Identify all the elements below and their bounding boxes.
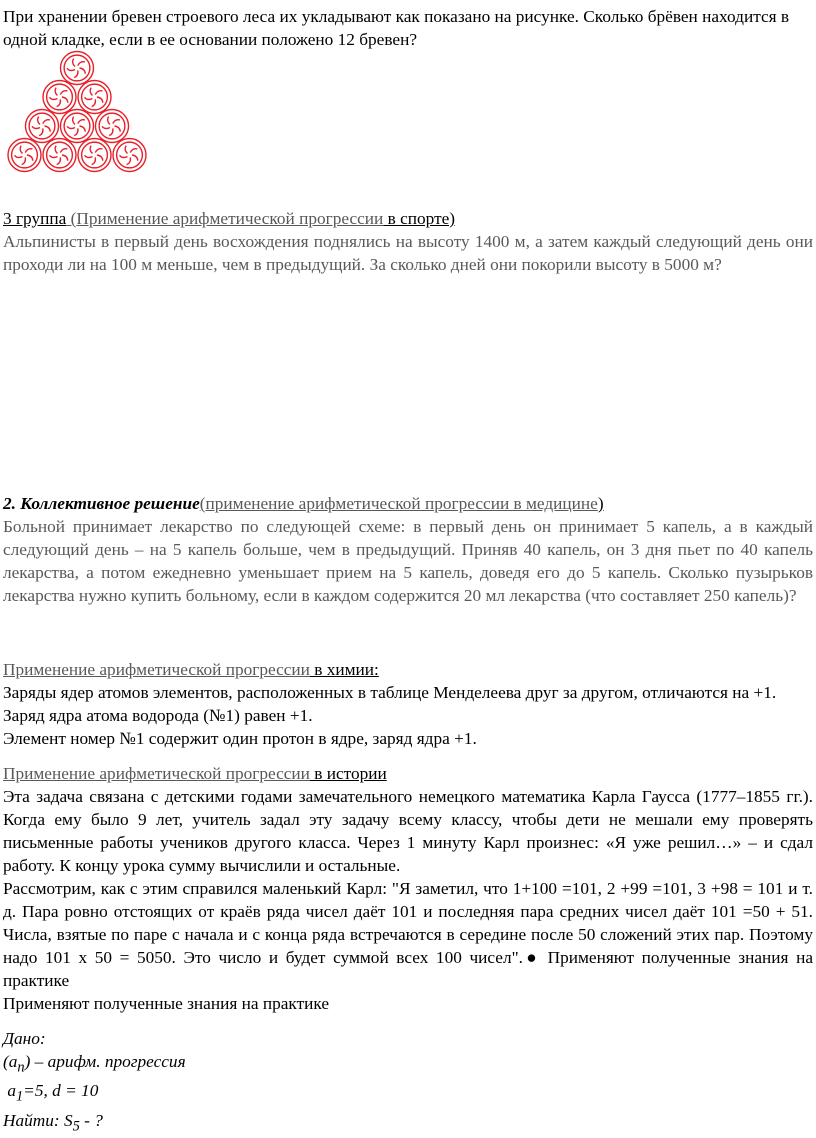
chemistry-heading: Применение арифметической прогрессии в химии: — [3, 660, 379, 679]
history-paragraph-1: Эта задача связана с детскими годами замечательного немецкого математика Карла Гаусса (1777–1855 гг.). Когда ему было 9 лет, учитель задал эту задачу всему классу, чтобы дети не мешали ему проверять письменные работы учеников другого класса. Через 1 минуту Карл произнес: «Я уже решил…» – и сдал работу. К концу урока сумму вычислили и остальные. — [3, 787, 813, 875]
log-circle — [26, 110, 59, 143]
log-circle — [96, 110, 129, 143]
given-sequence: $(a_n)$ – арифм. прогрессия — [3, 1052, 186, 1076]
medicine-section — [3, 492, 813, 607]
log-circle — [61, 110, 94, 143]
group3-problem-text: Альпинисты в первый день восхождения поднялись на высоту 1400 м, а затем каждый следующий день они проходи ли на 100 м меньше, чем в предыдущий. За сколько дней они покорили высоту в 5000 м? — [3, 232, 813, 274]
given-label: Дано: — [3, 1029, 46, 1048]
history-section — [3, 762, 813, 1015]
log-circle — [113, 139, 146, 172]
given-values: $a_1=5$, d = 10 — [7, 1081, 99, 1105]
group3-section — [3, 207, 813, 276]
logs-problem-text: При хранении бревен строевого леса их укладывают как показано на рисунке. Сколько брёвен находится в одной кладке, если в ее основании положено 12 бревен? — [3, 7, 790, 49]
log-circle — [78, 139, 111, 172]
chemistry-line-3: Элемент номер №1 содержит один протон в ядре, заряд ядра +1. — [3, 729, 477, 748]
log-circle — [8, 139, 41, 172]
log-circle — [43, 139, 76, 172]
history-line-3: Применяют полученные знания на практике — [3, 994, 330, 1013]
group3-heading: 3 группа (Применение арифметической прогрессии в спорте) — [3, 209, 456, 228]
medicine-problem-text: Больной принимает лекарство по следующей схеме: в первый день он принимает 5 капель, а в каждый следующий день – на 5 капель больше, чем в предыдущий. Приняв 40 капель, он 3 дня пьет по 40 капель лекарства, а потом ежедневно уменьшает прием на 5 капель, доведя его до 5 капель. Сколько пузырьков лекарства нужно купить больному, если в каждом содержится 20 мл лекарства (что составляет 250 капель)? — [3, 517, 813, 605]
logs-problem — [3, 5, 813, 51]
medicine-heading: 2. Коллективное решение(применение арифметической прогрессии в медицине) — [3, 494, 604, 513]
chemistry-line-1: Заряды ядер атомов элементов, расположенных в таблице Менделеева друг за другом, отличаются на +1. — [3, 683, 777, 702]
history-paragraph-2: Рассмотрим, как с этим справился маленький Карл: "Я заметил, что 1+100 =101, 2 +99 =101, 3 +98 = 101 и т. д. Пара ровно отстоящих от краёв ряда чисел даёт 101 и последняя пара средних чисел даёт 101 =50 + 51. Числа, взятые по паре с начала и с конца ряда встречаются в середине после 50 сложений этих пар. Поэтому надо 101 х 50 = 5050. Это число и будет суммой всех 100 чисел".● Применяют полученные знания на практике — [3, 879, 813, 990]
log-circle — [43, 81, 76, 114]
bullet-icon: ● — [522, 948, 540, 967]
history-heading: Применение арифметической прогрессии в истории — [3, 764, 387, 783]
logs-pyramid-figure — [6, 50, 148, 180]
log-circle — [61, 52, 94, 85]
given-find: Найти: $S_5$ - ? — [3, 1110, 103, 1135]
given-section — [3, 1027, 813, 1138]
chemistry-section — [3, 658, 813, 750]
log-circle — [78, 81, 111, 114]
chemistry-line-2: Заряд ядра атома водорода (№1) равен +1. — [3, 706, 313, 725]
